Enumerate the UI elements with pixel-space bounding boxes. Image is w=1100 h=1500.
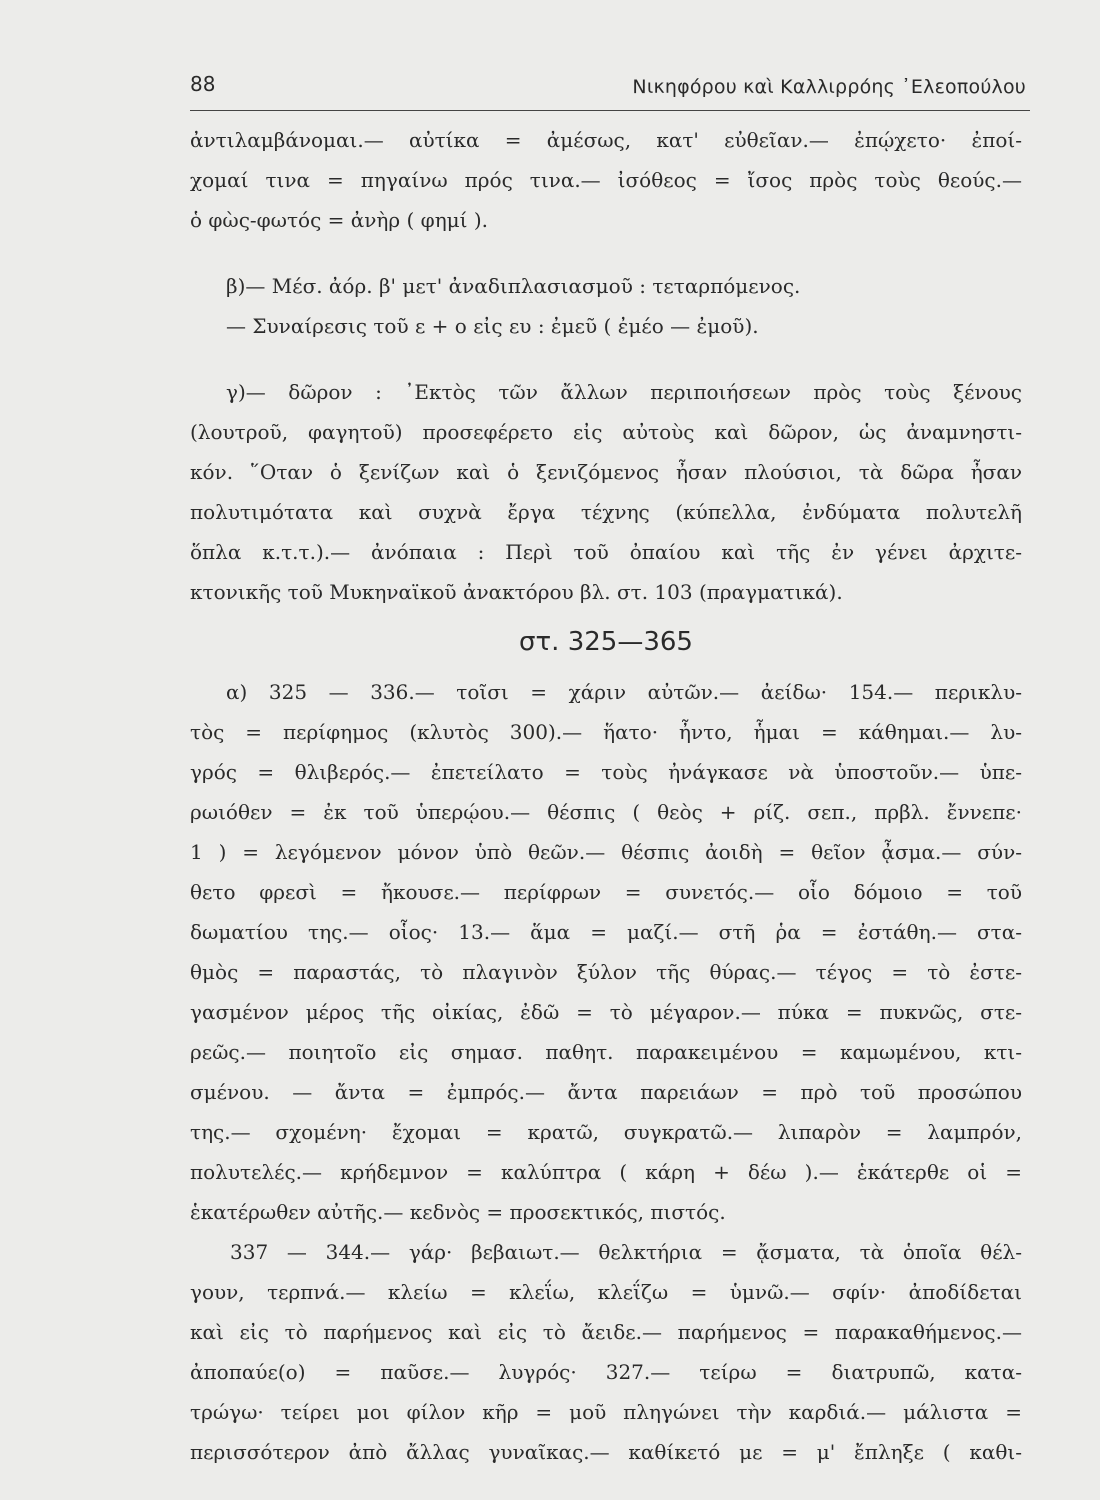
text-line: ἑκατέρωθεν αὐτῆς.— κεδνὸς = προσεκτικός, πιστός. (190, 1200, 726, 1224)
text-line: ἀποπαύε(ο) = παῦσε.— λυγρός· 327.— τείρω = διατρυπῶ, κατα- (190, 1360, 1022, 1384)
text-line: α) 325 — 336.— τοῖσι = χάριν αὐτῶν.— ἀείδω· 154.— περικλυ- (226, 680, 1022, 704)
text-line: της.— σχομένη· ἔχομαι = κρατῶ, συγκρατῶ.— λιπαρὸν = λαμπρόν, (190, 1120, 1022, 1144)
text-line: τὸς = περίφημος (κλυτὸς 300).— ἥατο· ἦντο, ἧμαι = κάθημαι.— λυ- (190, 720, 1022, 744)
text-line: κόν. ῞Οταν ὁ ξενίζων καὶ ὁ ξενιζόμενος ἦσαν πλούσιοι, τὰ δῶρα ἦσαν (190, 460, 1022, 484)
text-line: πολυτελές.— κρήδεμνον = καλύπτρα ( κάρη + δέω ).— ἑκάτερθε οἱ = (190, 1160, 1022, 1184)
text-line: καὶ εἰς τὸ παρήμενος καὶ εἰς τὸ ἄειδε.— παρήμενος = παρακαθήμενος.— (190, 1320, 1022, 1344)
text-line: γ)— δῶρον : ᾿Εκτὸς τῶν ἄλλων περιποιήσεων πρὸς τοὺς ξένους (226, 380, 1022, 404)
running-title: Νικηφόρου καὶ Καλλιρρόης ᾿Ελεοπούλου (632, 76, 1026, 98)
running-header (190, 70, 1030, 111)
text-line: κτονικῆς τοῦ Μυκηναϊκοῦ ἀνακτόρου βλ. στ. 103 (πραγματικά). (190, 580, 843, 604)
text-line: ρεῶς.— ποιητοῖο εἰς σημασ. παθητ. παρακειμένου = καμωμένου, κτι- (190, 1040, 1022, 1064)
text-line: γρός = θλιβερός.— ἐπετείλατο = τοὺς ἠνάγκασε νὰ ὑποστοῦν.— ὑπε- (190, 760, 1022, 784)
text-line: 337 — 344.— γάρ· βεβαιωτ.— θελκτήρια = ᾄσματα, τὰ ὁποῖα θέλ- (230, 1240, 1022, 1264)
text-line: πολυτιμότατα καὶ συχνὰ ἔργα τέχνης (κύπελλα, ἐνδύματα πολυτελῆ (190, 500, 1022, 524)
text-line: θμὸς = παραστάς, τὸ πλαγινὸν ξύλον τῆς θύρας.— τέγος = τὸ ἐστε- (190, 960, 1022, 984)
text-line: γασμένον μέρος τῆς οἰκίας, ἐδῶ = τὸ μέγαρον.— πύκα = πυκνῶς, στε- (190, 1000, 1022, 1024)
text-line: 1 ) = λεγόμενον μόνον ὑπὸ θεῶν.— θέσπις ἀοιδὴ = θεῖον ᾆσμα.— σύν- (190, 840, 1022, 864)
text-line: β)— Μέσ. ἀόρ. β' μετ' ἀναδιπλασιασμοῦ : τεταρπόμενος. (226, 274, 801, 298)
text-line: γουν, τερπνά.— κλείω = κλεΐω, κλεΐζω = ὑμνῶ.— σφίν· ἀποδίδεται (190, 1280, 1022, 1304)
text-line: ρωιόθεν = ἐκ τοῦ ὑπερῴου.— θέσπις ( θεὸς + ρίζ. σεπ., πρβλ. ἔννεπε· (190, 800, 1022, 824)
text-line: θετο φρεσὶ = ἤκουσε.— περίφρων = συνετός.— οἷο δόμοιο = τοῦ (190, 880, 1022, 904)
text-line: περισσότερον ἀπὸ ἄλλας γυναῖκας.— καθίκετό με = μ' ἔπληξε ( καθι- (190, 1440, 1022, 1464)
page-number: 88 (190, 72, 216, 96)
text-line: τρώγω· τείρει μοι φίλον κῆρ = μοῦ πληγώνει τὴν καρδιά.— μάλιστα = (190, 1400, 1022, 1424)
section-heading: στ. 325—365 (519, 627, 693, 657)
text-line: (λουτροῦ, φαγητοῦ) προσεφέρετο εἰς αὐτοὺς καὶ δῶρον, ὡς ἀναμνηστι- (190, 420, 1022, 444)
text-line: — Συναίρεσις τοῦ ε + ο εἰς ευ : ἐμεῦ ( ἐμέο — ἐμοῦ). (226, 314, 759, 338)
text-line: δωματίου της.— οἷος· 13.— ἅμα = μαζί.— στῆ ῥα = ἐστάθη.— στα- (190, 920, 1022, 944)
text-line: σμένου. — ἄντα = ἐμπρός.— ἄντα παρειάων = πρὸ τοῦ προσώπου (190, 1080, 1022, 1104)
text-line: ὁ φὼς-φωτός = ἀνὴρ ( φημί ). (190, 208, 489, 232)
text-line: ἀντιλαμβάνομαι.— αὐτίκα = ἀμέσως, κατ' εὐθεῖαν.— ἐπῴχετο· ἐποί- (190, 128, 1022, 152)
text-line: χομαί τινα = πηγαίνω πρός τινα.— ἰσόθεος = ἴσος πρὸς τοὺς θεούς.— (190, 168, 1022, 192)
text-line: ὅπλα κ.τ.τ.).— ἀνόπαια : Περὶ τοῦ ὀπαίου καὶ τῆς ἐν γένει ἀρχιτε- (190, 540, 1022, 564)
